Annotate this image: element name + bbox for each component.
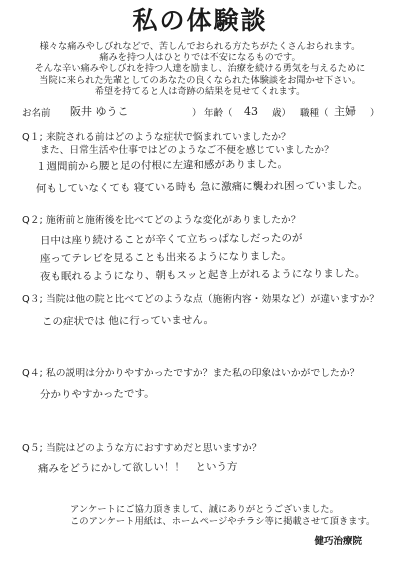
answer-1-line: １週間前から腰と足の付根に左違和感がありました。	[35, 158, 289, 173]
intro-line: 様々な痛みやしびれなどで、苦しんでおられる方たちがたくさんおられます。	[39, 41, 361, 52]
answer-2-line: 日中は座り続けることが辛くて立ちっぱなしだったのが	[39, 232, 303, 247]
page-title: 私の体験談	[132, 6, 268, 35]
intro-text	[10, 41, 390, 97]
question-5	[22, 442, 262, 455]
intro-line: 痛みを持つ人はひとりでは不安になるものです。	[99, 52, 301, 64]
answer-2-line: 夜も眠れるようになり、朝もスッと起き上がれるようになりました。	[39, 267, 366, 283]
answer-1-line: 何もしていなくても 寝ている時も 急に激痛に襲われ困っていました。	[35, 179, 369, 195]
footer-note	[70, 504, 380, 527]
answer-3-line: この症状では 他に行っていません。	[41, 314, 215, 328]
question-text: 来院される前はどのような症状で悩まれていましたか？	[45, 132, 291, 143]
answer-2-line: 座ってテレビを見ることも出来るようになりました。	[39, 250, 292, 265]
job-value: 主婦	[334, 105, 356, 118]
question-text: 当院は他の院と比べてどのような点（施術内容・効果など）が違いますか？	[45, 294, 380, 305]
question-text: 施術前と施術後を比べてどのような変化がありましたか？	[45, 215, 301, 226]
intro-line: 希望を持てると人は奇跡の結果を見せてくれます。	[94, 85, 306, 97]
question-text: 当院はどのような方におすすめだと思いますか？	[45, 443, 262, 454]
clinic-name: 健巧治療院	[314, 536, 362, 547]
name-label: お名前	[22, 108, 51, 119]
name-value: 阪井 ゆうこ	[70, 105, 129, 118]
question-text: 私の説明は分かりやすかったですか？また私の印象はいかがでしたか？	[45, 368, 360, 379]
answer-4-line: 分かりやすかったです。	[39, 387, 155, 401]
profile-row	[22, 107, 382, 121]
age-value: 43	[244, 105, 258, 118]
age-suffix: 歳）	[272, 108, 292, 119]
footer-line: アンケートにご協力頂きまして、誠にありがとうございました。	[70, 504, 339, 515]
intro-line: そんな辛い痛みやしびれを持つ人達を励まし、治療を続ける勇気を与えるために	[34, 63, 366, 75]
question-number: Q３;	[22, 294, 43, 305]
question-number: Q１;	[22, 132, 43, 143]
question-number: Q２;	[22, 215, 43, 226]
job-label: 職種（	[300, 108, 329, 119]
question-2	[22, 214, 301, 227]
question-number: Q５;	[22, 443, 43, 454]
name-suffix: ）	[192, 108, 202, 119]
question-text: また、日常生活や仕事ではどのようなご不便を感じていましたか？	[40, 145, 334, 156]
job-suffix: ）	[370, 108, 380, 119]
question-4	[22, 367, 359, 380]
question-3	[22, 293, 379, 306]
intro-line: 当院に来られた先輩としてのあなたの良くなられた体験談をお聞かせ下さい。	[39, 74, 361, 86]
age-label: 年齢（	[204, 108, 233, 119]
question-1	[22, 131, 334, 157]
answer-5-line: 痛みをどうにかして欲しい！！ という方	[37, 460, 238, 475]
footer-line: このアンケート用紙は、ホームページやチラシ等に掲載させて頂きます。	[70, 515, 376, 527]
question-number: Q４;	[22, 368, 43, 379]
